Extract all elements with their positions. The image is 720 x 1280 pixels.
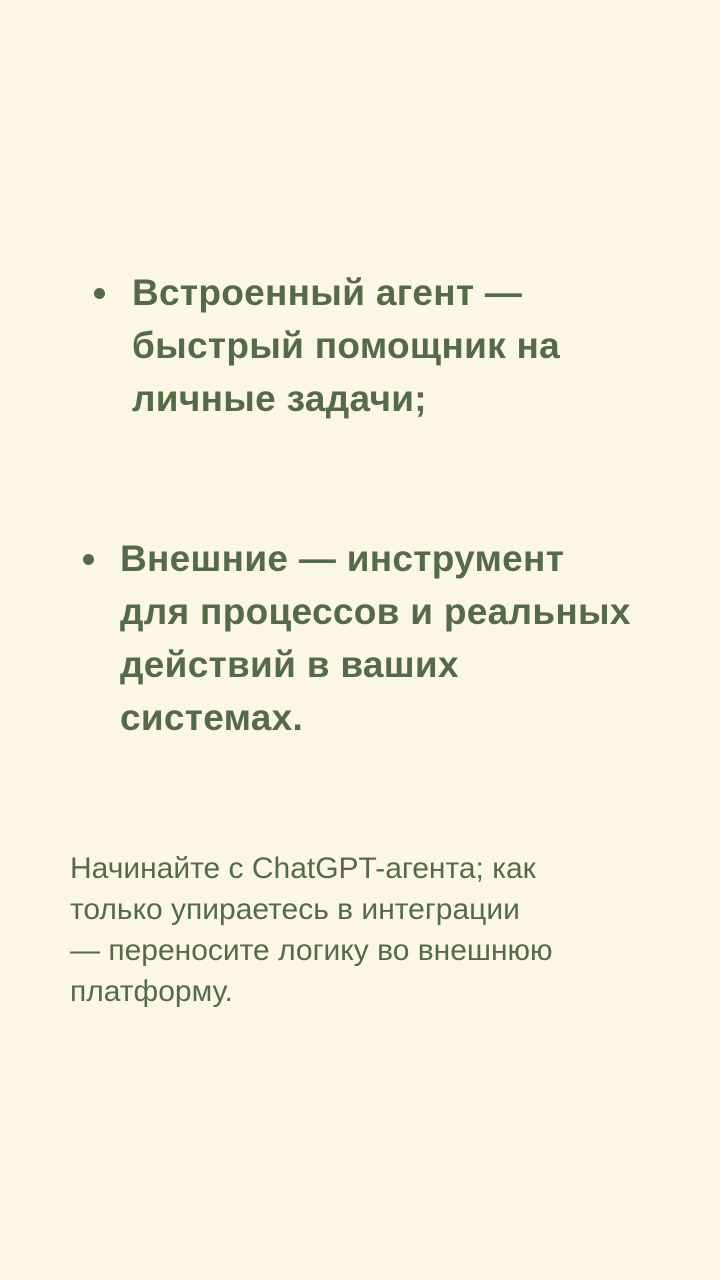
bullet-dot-icon bbox=[83, 554, 94, 565]
footer-note: Начинайте с ChatGPT-агента; как только упираетесь в интеграции — переносите логику во внешнюю платформу. bbox=[70, 852, 553, 1008]
bullet-item-text: Внешние — инструмент для процессов и реальных действий в ваших системах. bbox=[120, 538, 631, 738]
bullet-dot-icon bbox=[94, 288, 105, 299]
bullet-item-text: Встроенный агент — быстрый помощник на личные задачи; bbox=[132, 272, 561, 419]
